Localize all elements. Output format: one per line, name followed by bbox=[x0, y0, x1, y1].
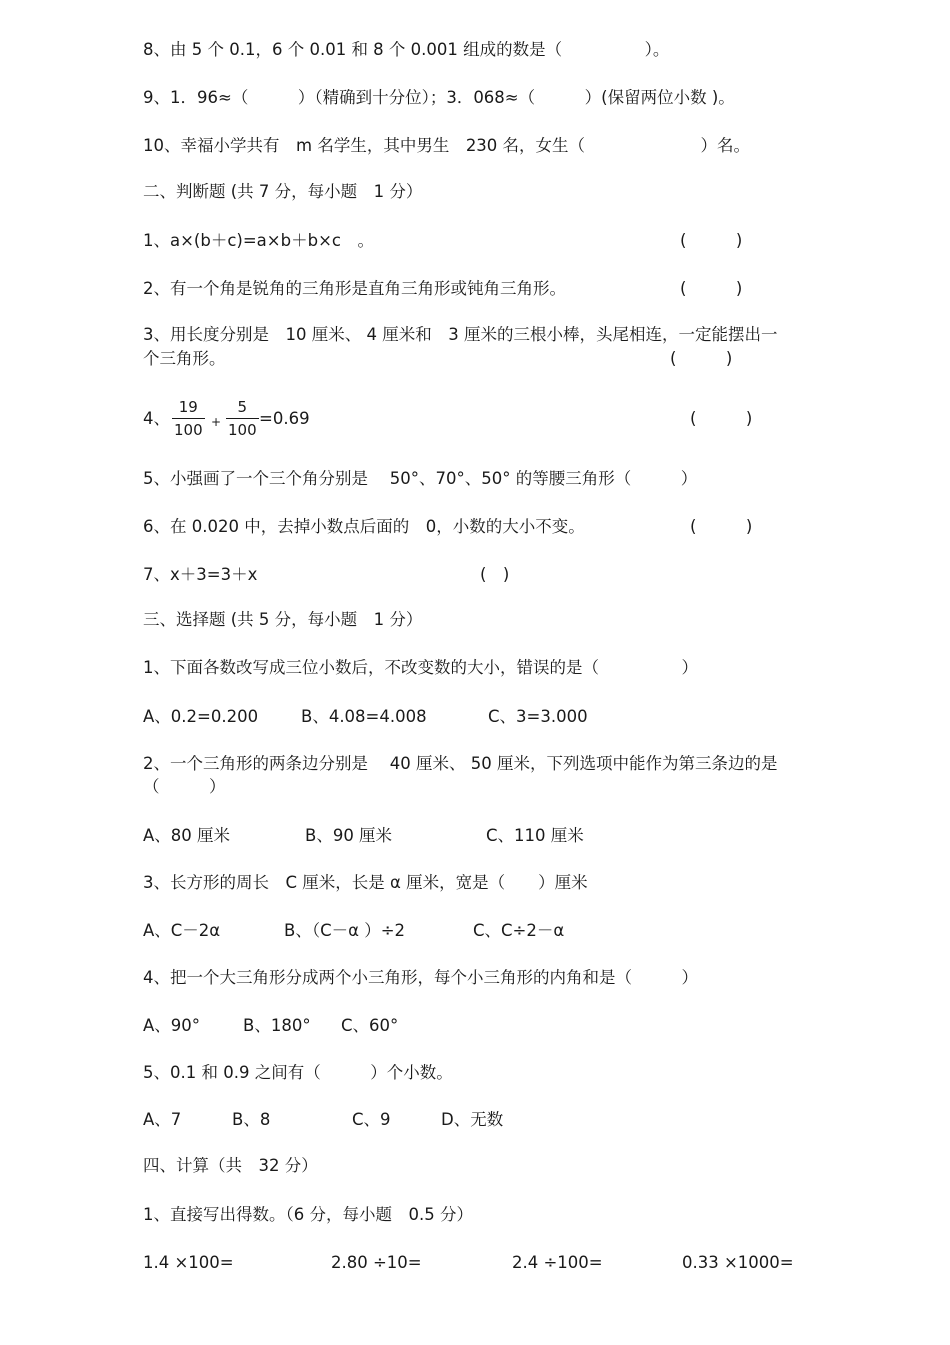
choice-5-option-b: B、8 bbox=[232, 1110, 271, 1129]
choice-3-text: 3、长方形的周长 C 厘米，长是 α 厘米，宽是（ ）厘米 bbox=[143, 873, 588, 892]
fraction-2-numerator: 5 bbox=[237, 398, 248, 416]
q10-line: 10、幸福小学共有 m 名学生，其中男生 230 名，女生（ ）名。 bbox=[143, 136, 751, 155]
q9-line: 9、1．96≈（ ）（精确到十分位）；3．068≈（ ）(保留两位小数 )。 bbox=[143, 88, 735, 107]
judge-3-text-line2: 个三角形。 bbox=[143, 349, 226, 368]
judge-1-text: 1、a×(b＋c)=a×b＋b×c 。 bbox=[143, 231, 374, 250]
choice-1-option-a: A、0.2=0.200 bbox=[143, 707, 259, 726]
judge-2-text: 2、有一个角是锐角的三角形是直角三角形或钝角三角形。 bbox=[143, 279, 566, 298]
fraction-2-denominator: 100 bbox=[228, 421, 257, 439]
judge-4-fraction-1 bbox=[172, 398, 205, 439]
choice-2-text-line2: （ ） bbox=[143, 777, 226, 796]
fraction-1-bar bbox=[172, 418, 205, 419]
q8-line: 8、由 5 个 0.1，6 个 0.01 和 8 个 0.001 组成的数是（ ）。 bbox=[143, 40, 670, 59]
judge-4-fraction-2 bbox=[226, 398, 259, 439]
judge-3-text-line1: 3、用长度分别是 10 厘米、 4 厘米和 3 厘米的三根小棒，头尾相连，一定能摆出一 bbox=[143, 325, 778, 344]
section-4-heading: 四、计算（共 32 分） bbox=[143, 1156, 318, 1175]
calc-1-instruction: 1、直接写出得数。（6 分，每小题 0.5 分） bbox=[143, 1205, 473, 1224]
section-3-heading: 三、选择题 (共 5 分，每小题 1 分） bbox=[143, 610, 423, 629]
choice-2-option-b: B、90 厘米 bbox=[305, 826, 393, 845]
fraction-1-numerator: 19 bbox=[178, 398, 198, 416]
judge-4-prefix: 4、 bbox=[143, 409, 170, 428]
choice-1-option-b: B、4.08=4.008 bbox=[301, 707, 427, 726]
judge-4-result: =0.69 bbox=[259, 409, 310, 428]
judge-6-text: 6、在 0.020 中，去掉小数点后面的 0，小数的大小不变。 bbox=[143, 517, 585, 536]
choice-3-option-a: A、C－2α bbox=[143, 921, 221, 940]
fraction-1-denominator: 100 bbox=[174, 421, 203, 439]
choice-4-option-c: C、60° bbox=[341, 1016, 399, 1035]
choice-3-option-b: B、（C－α ）÷2 bbox=[284, 921, 406, 940]
choice-5-option-c: C、9 bbox=[352, 1110, 391, 1129]
calc-item-d: 0.33 ×1000= bbox=[682, 1253, 794, 1272]
choice-2-text-line1: 2、一个三角形的两条边分别是 40 厘米、 50 厘米，下列选项中能作为第三条边的是 bbox=[143, 754, 778, 773]
judge-4-answer-paren: ( ) bbox=[690, 409, 753, 428]
choice-5-option-d: D、无数 bbox=[441, 1110, 504, 1129]
judge-3-answer-paren: ( ) bbox=[670, 349, 733, 368]
choice-2-option-c: C、110 厘米 bbox=[486, 826, 584, 845]
choice-2-option-a: A、80 厘米 bbox=[143, 826, 231, 845]
choice-3-option-c: C、C÷2－α bbox=[473, 921, 565, 940]
judge-7-answer-paren: ( ) bbox=[480, 565, 510, 584]
judge-4-plus: + bbox=[211, 415, 222, 429]
choice-1-option-c: C、3=3.000 bbox=[488, 707, 588, 726]
section-2-heading: 二、判断题 (共 7 分，每小题 1 分） bbox=[143, 182, 423, 201]
calc-item-a: 1.4 ×100= bbox=[143, 1253, 234, 1272]
judge-6-answer-paren: ( ) bbox=[690, 517, 753, 536]
calc-item-b: 2.80 ÷10= bbox=[331, 1253, 422, 1272]
choice-4-text: 4、把一个大三角形分成两个小三角形，每个小三角形的内角和是（ ） bbox=[143, 968, 698, 987]
choice-1-text: 1、下面各数改写成三位小数后，不改变数的大小，错误的是（ ） bbox=[143, 658, 698, 677]
fraction-2-bar bbox=[226, 418, 259, 419]
choice-5-option-a: A、7 bbox=[143, 1110, 182, 1129]
calc-item-c: 2.4 ÷100= bbox=[512, 1253, 603, 1272]
judge-2-answer-paren: ( ) bbox=[680, 279, 743, 298]
judge-7-text: 7、x＋3=3＋x bbox=[143, 565, 258, 584]
choice-4-option-a: A、90° bbox=[143, 1016, 201, 1035]
judge-5-text: 5、小强画了一个三个角分别是 50°、70°、50° 的等腰三角形（ ） bbox=[143, 469, 698, 488]
choice-4-option-b: B、180° bbox=[243, 1016, 311, 1035]
choice-5-text: 5、0.1 和 0.9 之间有（ ）个小数。 bbox=[143, 1063, 453, 1082]
judge-1-answer-paren: ( ) bbox=[680, 231, 743, 250]
